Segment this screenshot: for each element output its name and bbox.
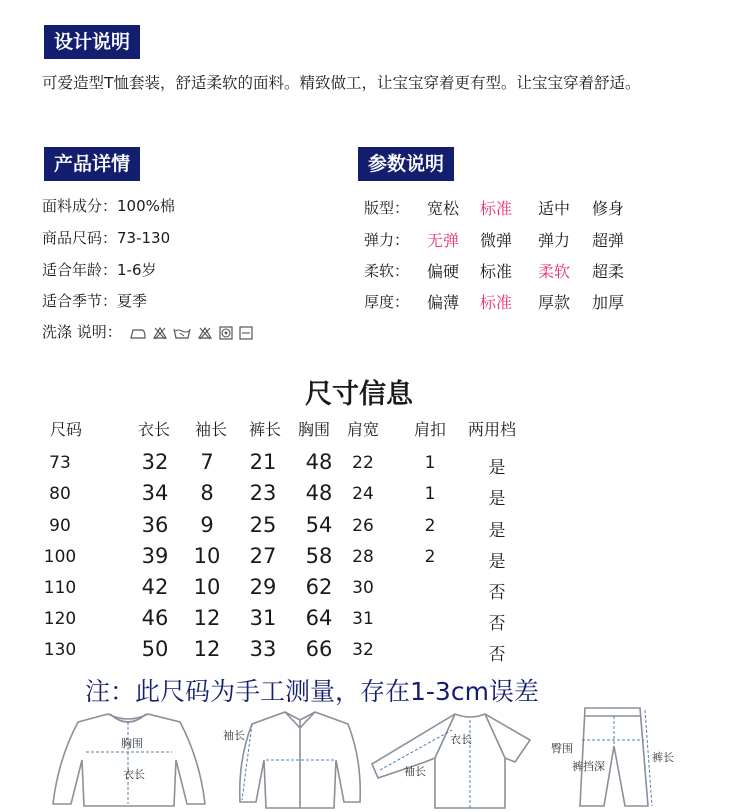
design-description: 可爱造型T恤套装，舒适柔软的面料。精致做工，让宝宝穿着更有型。让宝宝穿着舒适。 <box>42 74 641 92</box>
product-row-age <box>42 259 157 280</box>
table-cell: 42 <box>141 575 169 599</box>
table-cell: 110 <box>43 578 77 598</box>
table-cell: 39 <box>141 544 169 568</box>
param-option: 加厚 <box>592 293 625 312</box>
table-cell: 23 <box>249 481 277 505</box>
table-cell: 22 <box>352 453 374 473</box>
wash-label: 洗涤 说明： <box>42 323 122 341</box>
table-cell: 48 <box>305 450 333 474</box>
label-pants-length: 裤长 <box>652 751 674 764</box>
param-label: 厚度： <box>364 293 410 311</box>
measurement-diagrams <box>0 700 750 812</box>
param-option: 厚款 <box>538 293 571 312</box>
table-cell: 30 <box>352 578 374 598</box>
hand-wash-icon <box>173 326 191 340</box>
age-label: 适合年龄： <box>42 261 118 279</box>
column-header: 袖长 <box>195 420 228 439</box>
raglan-diagram <box>372 714 530 808</box>
table-cell: 2 <box>424 516 436 536</box>
table-cell: 130 <box>43 640 77 660</box>
product-heading: 产品详情 <box>44 147 140 181</box>
param-label: 柔软： <box>364 262 410 280</box>
size-table-title: 尺寸信息 <box>305 379 413 410</box>
table-cell: 否 <box>488 583 506 603</box>
param-option: 宽松 <box>427 199 460 218</box>
season-label: 适合季节： <box>42 292 118 310</box>
table-cell: 90 <box>49 516 71 536</box>
table-cell: 31 <box>352 609 374 629</box>
table-cell: 34 <box>141 481 169 505</box>
table-cell: 2 <box>424 547 436 567</box>
param-option-selected: 标准 <box>480 199 513 218</box>
table-cell: 31 <box>249 606 277 630</box>
table-cell: 48 <box>305 481 333 505</box>
table-cell: 1 <box>424 453 436 473</box>
label-chest: 胸围 <box>121 737 143 750</box>
no-tumble-dry-icon <box>197 326 213 340</box>
table-cell: 54 <box>305 513 333 537</box>
param-option: 偏硬 <box>427 262 460 281</box>
table-cell: 36 <box>141 513 169 537</box>
table-cell: 50 <box>141 637 169 661</box>
table-cell: 否 <box>488 614 506 634</box>
table-cell: 46 <box>141 606 169 630</box>
table-cell: 24 <box>352 484 374 504</box>
table-cell: 1 <box>424 484 436 504</box>
table-cell: 10 <box>193 575 221 599</box>
table-cell: 29 <box>249 575 277 599</box>
column-header: 胸围 <box>298 420 331 439</box>
table-cell: 10 <box>193 544 221 568</box>
wash-icon-group <box>129 326 253 340</box>
table-cell: 32 <box>141 450 169 474</box>
table-cell: 100 <box>43 547 77 567</box>
design-heading: 设计说明 <box>44 25 140 59</box>
pants-diagram <box>580 708 652 806</box>
column-header: 裤长 <box>249 420 282 439</box>
season-value: 夏季 <box>117 292 148 310</box>
table-cell: 62 <box>305 575 333 599</box>
column-header: 衣长 <box>138 420 171 439</box>
table-cell: 否 <box>488 645 506 665</box>
table-cell: 是 <box>488 489 506 509</box>
table-cell: 80 <box>49 484 71 504</box>
table-cell: 7 <box>200 450 214 474</box>
table-cell: 9 <box>200 513 214 537</box>
param-option: 超弹 <box>592 231 625 250</box>
column-header: 尺码 <box>50 420 83 439</box>
param-option: 适中 <box>538 199 571 218</box>
tumble-dry-icon <box>219 326 233 340</box>
table-cell: 12 <box>193 637 221 661</box>
table-cell: 是 <box>488 521 506 541</box>
measurement-note: 注：此尺码为手工测量，存在1-3cm误差 <box>85 677 539 706</box>
table-cell: 8 <box>200 481 214 505</box>
shirt-diagram <box>240 712 361 808</box>
table-cell: 28 <box>352 547 374 567</box>
label-length-2: 衣长 <box>450 733 472 746</box>
size-value: 73-130 <box>117 229 171 247</box>
size-label: 商品尺码： <box>42 229 118 247</box>
label-length: 衣长 <box>123 768 145 781</box>
line-dry-icon <box>239 326 253 340</box>
param-option: 修身 <box>592 199 625 218</box>
label-rise: 裤挡深 <box>572 760 605 773</box>
column-header: 两用档 <box>468 420 517 439</box>
product-row-fabric <box>42 195 175 216</box>
table-cell: 58 <box>305 544 333 568</box>
param-option: 标准 <box>480 262 513 281</box>
iron-icon <box>129 326 147 340</box>
table-cell: 是 <box>488 552 506 572</box>
label-sleeve-2: 袖长 <box>404 765 426 778</box>
column-header: 肩宽 <box>347 420 380 439</box>
table-cell: 25 <box>249 513 277 537</box>
table-cell: 12 <box>193 606 221 630</box>
table-cell: 26 <box>352 516 374 536</box>
param-option: 偏薄 <box>427 293 460 312</box>
param-option-selected: 柔软 <box>538 262 571 281</box>
table-cell: 64 <box>305 606 333 630</box>
no-bleach-icon <box>153 326 167 340</box>
table-cell: 32 <box>352 640 374 660</box>
fabric-value: 100%棉 <box>117 197 175 215</box>
table-cell: 120 <box>43 609 77 629</box>
column-header: 肩扣 <box>414 420 447 439</box>
table-cell: 21 <box>249 450 277 474</box>
param-option: 超柔 <box>592 262 625 281</box>
param-option: 弹力 <box>538 231 571 250</box>
table-cell: 66 <box>305 637 333 661</box>
param-option: 微弹 <box>480 231 513 250</box>
param-option-selected: 无弹 <box>427 231 460 250</box>
label-sleeve: 袖长 <box>223 729 245 742</box>
table-cell: 27 <box>249 544 277 568</box>
wash-instructions <box>42 321 253 342</box>
params-heading: 参数说明 <box>358 147 454 181</box>
param-label: 版型： <box>364 199 410 217</box>
age-value: 1-6岁 <box>117 261 157 279</box>
product-row-season <box>42 290 147 311</box>
param-label: 弹力： <box>364 231 410 249</box>
table-cell: 33 <box>249 637 277 661</box>
table-cell: 是 <box>488 458 506 478</box>
sweater-diagram <box>53 714 205 806</box>
table-cell: 73 <box>49 453 71 473</box>
param-option-selected: 标准 <box>480 293 513 312</box>
label-hip: 臀围 <box>551 742 573 755</box>
fabric-label: 面料成分： <box>42 197 118 215</box>
product-row-size <box>42 227 170 248</box>
